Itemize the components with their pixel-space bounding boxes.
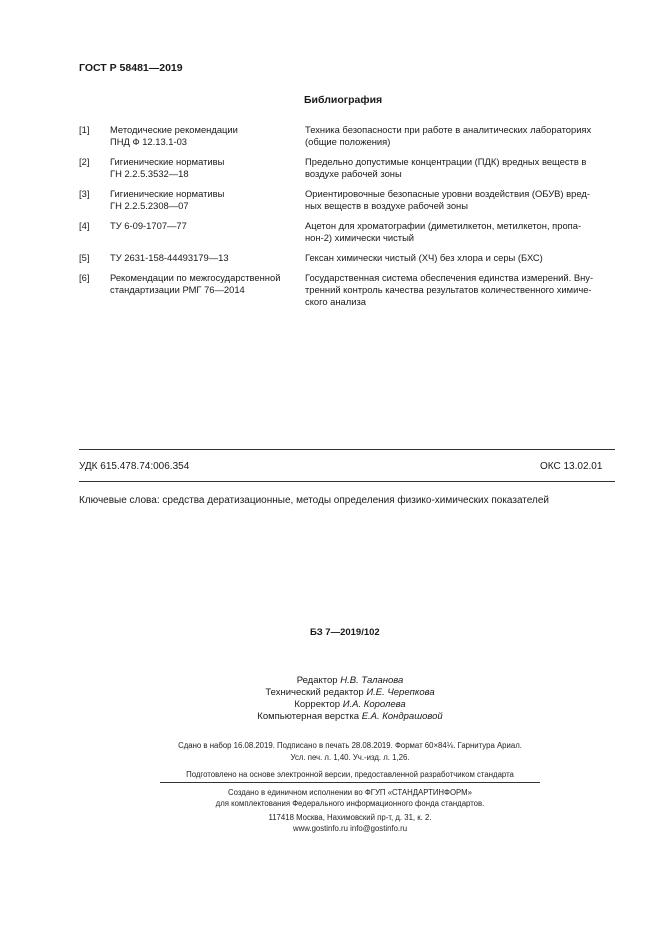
- entry-source: Методические рекомендации ПНД Ф 12.13.1-03: [110, 124, 238, 148]
- divider-middle: [79, 481, 615, 482]
- bibliography-title: Библиография: [304, 94, 383, 106]
- contacts: www.gostinfo.ru info@gostinfo.ru: [292, 824, 408, 833]
- oks-code: ОКС 13.02.01: [540, 461, 603, 472]
- prepared-note: Подготовлено на основе электронной версии, предоставленной разработчиком стандарта: [186, 770, 514, 779]
- entry-title: Гексан химически чистый (ХЧ) без хлора и серы (БХС): [305, 252, 543, 263]
- entry-title: Государственная система обеспечения единства измерений. Вну- тренний контроль качества результатов количественного химиче- ского анализа: [305, 272, 594, 308]
- entry-title: Техника безопасности при работе в аналитических лабораториях (общие положения): [305, 124, 592, 148]
- document-code: ГОСТ Р 58481—2019: [79, 62, 183, 74]
- entry-number: [5]: [79, 252, 90, 263]
- entry-source: Гигиенические нормативы ГН 2.2.5.2308—07: [110, 188, 225, 212]
- print-details-line1: Сдано в набор 16.08.2019. Подписано в печать 28.08.2019. Формат 60×84⅛. Гарнитура Ариал.: [178, 741, 522, 750]
- entry-title: Ацетон для хроматографии (диметилкетон, метилкетон, пропа- нон-2) химически чистый: [305, 220, 582, 244]
- keywords: Ключевые слова: средства дератизационные, методы определения физико-химических показателей: [79, 495, 549, 506]
- entry-number: [6]: [79, 272, 90, 283]
- created-line1: Создано в единичном исполнении во ФГУП «СТАНДАРТИНФОРМ»: [228, 788, 472, 797]
- staff-layout: Компьютерная верстка Е.А. Кондрашовой: [257, 711, 443, 722]
- entry-title: Ориентировочные безопасные уровни воздействия (ОБУВ) вред- ных веществ в воздухе рабочей зоны: [305, 188, 590, 212]
- entry-source: ТУ 6-09-1707—77: [110, 220, 187, 231]
- entry-source: Рекомендации по межгосударственной стандартизации РМГ 76—2014: [110, 272, 281, 296]
- entry-number: [4]: [79, 220, 90, 231]
- address: 117418 Москва, Нахимовский пр-т, д. 31, к. 2.: [268, 813, 432, 822]
- entry-source: ТУ 2631-158-44493179—13: [110, 252, 229, 263]
- staff-tech-editor: Технический редактор И.Е. Черепкова: [265, 687, 435, 698]
- created-line2: для комплектования Федерального информационного фонда стандартов.: [215, 799, 485, 808]
- entry-number: [1]: [79, 124, 90, 135]
- entry-number: [3]: [79, 188, 90, 199]
- entry-number: [2]: [79, 156, 90, 167]
- udk-code: УДК 615.478.74:006.354: [79, 461, 190, 472]
- bz-number: БЗ 7—2019/102: [310, 627, 380, 638]
- divider-imprint: [160, 782, 540, 783]
- entry-title: Предельно допустимые концентрации (ПДК) вредных веществ в воздухе рабочей зоны: [305, 156, 587, 180]
- staff-proofreader: Корректор И.А. Королева: [294, 699, 406, 710]
- divider-top: [79, 449, 615, 450]
- entry-source: Гигиенические нормативы ГН 2.2.5.3532—18: [110, 156, 225, 180]
- print-details-line2: Усл. печ. л. 1,40. Уч.-изд. л. 1,26.: [290, 753, 410, 762]
- staff-editor: Редактор Н.В. Таланова: [296, 675, 404, 686]
